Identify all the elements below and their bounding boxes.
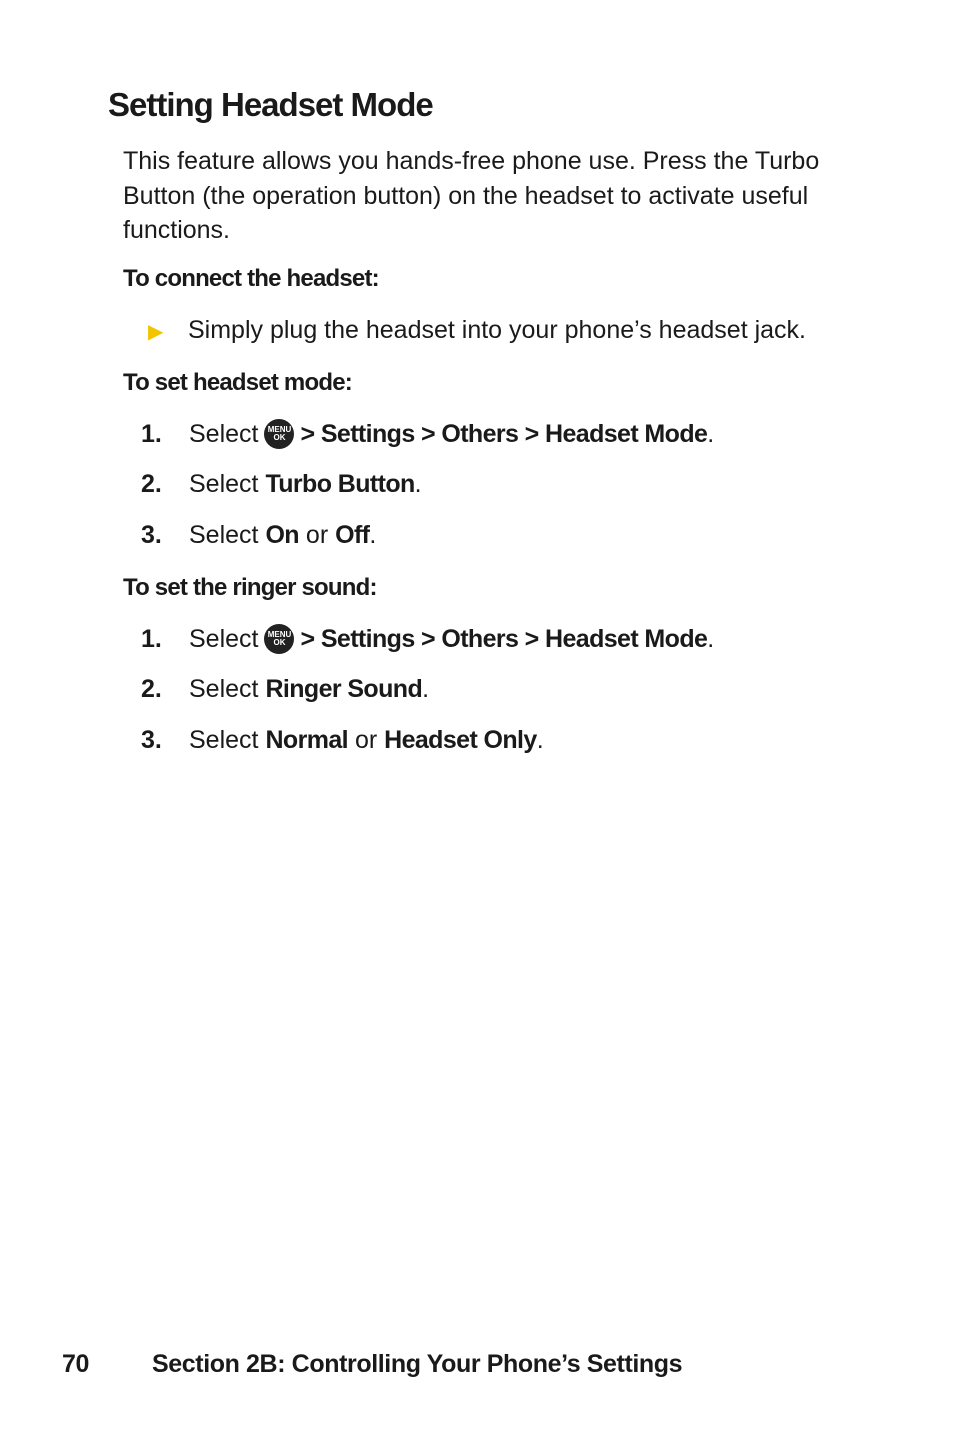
connect-bullet: [148, 316, 806, 345]
step-suffix: .: [422, 675, 430, 703]
intro-paragraph: This feature allows you hands-free phone use. Press the Turbo Button (the operation button) on the headset to activate useful functions.: [123, 147, 820, 244]
page-title: Setting Headset Mode: [108, 86, 433, 123]
step-suffix: .: [414, 470, 422, 498]
step-option-a: On: [265, 521, 299, 549]
set-ringer-step-3: [141, 726, 544, 755]
step-prefix: Select: [189, 726, 259, 754]
page-number: 70: [62, 1350, 90, 1378]
step-number: 1.: [141, 419, 162, 448]
menu-path: > Settings > Others > Headset Mode: [300, 624, 708, 653]
step-joiner: or: [354, 726, 378, 754]
step-option-b: Headset Only: [384, 726, 537, 754]
step-option-a: Normal: [265, 726, 348, 754]
connect-bullet-text: Simply plug the headset into your phone’s headset jack.: [188, 316, 806, 344]
step-option: Ringer Sound: [265, 675, 423, 703]
step-prefix: Select: [189, 624, 259, 653]
step-number: 1.: [141, 624, 162, 653]
step-suffix: .: [536, 726, 544, 754]
set-ringer-heading: To set the ringer sound:: [123, 574, 377, 601]
step-option: Turbo Button: [265, 470, 415, 498]
menu-path: > Settings > Others > Headset Mode: [300, 419, 708, 448]
step-suffix: .: [707, 624, 715, 653]
set-ringer-step-1: [141, 624, 714, 654]
step-prefix: Select: [189, 521, 259, 549]
menu-ok-key-icon: MENU OK: [264, 419, 294, 449]
step-suffix: .: [369, 521, 377, 549]
set-mode-heading: To set headset mode:: [123, 369, 352, 396]
page-footer: [62, 1350, 682, 1379]
set-ringer-step-2: [141, 675, 429, 704]
step-number: 3.: [141, 521, 162, 549]
step-number: 3.: [141, 726, 162, 754]
set-mode-step-3: [141, 521, 376, 550]
bullet-arrow-icon: ▶: [148, 321, 164, 343]
step-number: 2.: [141, 675, 162, 703]
menu-ok-key-icon: MENU OK: [264, 624, 294, 654]
step-joiner: or: [305, 521, 329, 549]
step-suffix: .: [707, 419, 715, 448]
step-prefix: Select: [189, 419, 259, 448]
set-mode-step-2: [141, 470, 422, 499]
set-mode-step-1: [141, 419, 714, 449]
step-prefix: Select: [189, 470, 259, 498]
step-prefix: Select: [189, 675, 259, 703]
connect-heading: To connect the headset:: [123, 265, 379, 292]
section-title: Section 2B: Controlling Your Phone’s Settings: [152, 1350, 683, 1378]
step-number: 2.: [141, 470, 162, 498]
step-option-b: Off: [335, 521, 370, 549]
